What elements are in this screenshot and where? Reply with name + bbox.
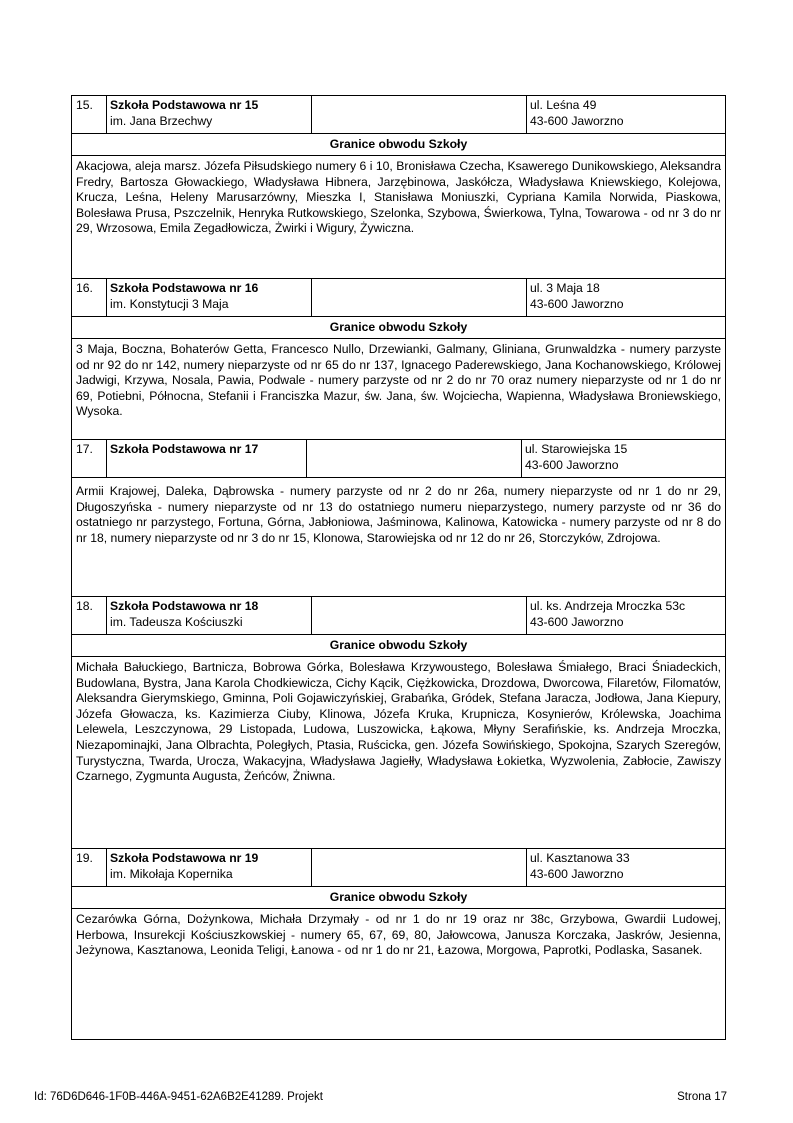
empty-cell [312, 96, 527, 133]
school-name-cell [107, 597, 312, 634]
district-streets: Armii Krajowej, Daleka, Dąbrowska - numery parzyste od nr 2 do nr 26a, numery nieparzyste od nr 1 do nr 29, Długoszyńska - numery nieparzyste od nr 13 do ostatniego numeru nieparzystego, numery parzyste od nr 36 do ostatniego nr parzystego, Fortuna, Górna, Jabłoniowa, Jaśminowa, Kalinowa, Katowicka - numery parzyste od nr 8 do nr 18, numery nieparzyste od nr 3 do nr 15, Klonowa, Starowiejska od nr 12 do nr 26, Storczyków, Zdrojowa. [76, 484, 721, 545]
address-street: ul. Leśna 49 [530, 98, 597, 112]
school-patron: im. Konstytucji 3 Maja [110, 296, 229, 311]
school-number: 16. [72, 279, 107, 316]
school-name: Szkoła Podstawowa nr 15 [110, 98, 259, 112]
school-entry-17 [71, 439, 726, 597]
school-name-cell [107, 96, 312, 133]
school-number: 15. [72, 96, 107, 133]
page-number: Strona 17 [677, 1091, 727, 1103]
school-patron: im. Jana Brzechwy [110, 113, 213, 128]
school-name-cell [107, 440, 307, 477]
school-entry-15 [71, 95, 726, 279]
school-name: Szkoła Podstawowa nr 18 [110, 599, 259, 613]
school-name: Szkoła Podstawowa nr 17 [110, 442, 259, 456]
district-streets: 3 Maja, Boczna, Bohaterów Getta, Francesco Nullo, Drzewianki, Galmany, Gliniana, Grunwaldzka - numery parzyste od nr 92 do nr 142, numery nieparzyste od nr 65 do nr 137, Ignacego Paderewskiego, Jana Kochanowskiego, Królowej Jadwigi, Krzywa, Nosala, Pawia, Podwale - numery parzyste od nr 2 do nr 70 oraz numery nieparzyste od nr 1 do nr 69, Potiebni, Północna, Stefanii i Franciszka Mazur, św. Jana, św. Wojciecha, Wapienna, Władysława Broniewskiego, Wysoka. [76, 342, 721, 419]
school-address-cell [527, 849, 725, 886]
school-patron: im. Mikołaja Kopernika [110, 866, 233, 881]
school-header-row [72, 440, 725, 478]
school-number: 19. [72, 849, 107, 886]
section-heading: Granice obwodu Szkoły [72, 635, 725, 657]
empty-cell [312, 597, 527, 634]
address-city: 43-600 Jaworzno [530, 296, 624, 311]
address-street: ul. 3 Maja 18 [530, 281, 600, 295]
school-name: Szkoła Podstawowa nr 16 [110, 281, 259, 295]
section-heading: Granice obwodu Szkoły [72, 887, 725, 909]
address-city: 43-600 Jaworzno [530, 614, 624, 629]
section-heading: Granice obwodu Szkoły [72, 317, 725, 339]
school-entry-16 [71, 278, 726, 440]
school-number: 17. [72, 440, 107, 477]
document-id: Id: 76D6D646-1F0B-446A-9451-62A6B2E41289. Projekt [34, 1091, 323, 1103]
section-heading: Granice obwodu Szkoły [72, 134, 725, 156]
school-name: Szkoła Podstawowa nr 19 [110, 851, 259, 865]
address-city: 43-600 Jaworzno [525, 457, 619, 472]
empty-cell [312, 279, 527, 316]
district-streets: Michała Bałuckiego, Bartnicza, Bobrowa Górka, Bolesława Krzywoustego, Bolesława Śmiałego, Braci Śniadeckich, Budowlana, Bystra, Jana Karola Chodkiewicza, Cichy Kącik, Ciężkowicka, Drozdowa, Dworcowa, Filaretów, Filomatów, Aleksandra Gierymskiego, Gminna, Poli Gojawiczyńskiej, Grabańka, Gródek, Stefana Jaracza, Jodłowa, Jana Kiepury, Józefa Głowacza, ks. Kazimierza Ciuby, Klinowa, Józefa Kruka, Krupnicza, Kosynierów, Królewska, Joachima Lelewela, Leszczynowa, 29 Listopada, Ludowa, Luszowicka, Łąkowa, Młyny Serafińskie, ks. Andrzeja Mroczka, Niezapominajki, Jana Olbrachta, Poległych, Ptasia, Ruścicka, gen. Józefa Sowińskiego, Spokojna, Szarych Szeregów, Turystyczna, Twarda, Urocza, Wakacyjna, Władysława Jagiełły, Władysława Łokietka, Wyzwolenia, Zabłocie, Zawiszy Czarnego, Zygmunta Augusta, Żeńców, Żniwna. [76, 660, 721, 784]
school-header-row [72, 96, 725, 134]
empty-cell [307, 440, 522, 477]
school-entry-19 [71, 848, 726, 1040]
address-city: 43-600 Jaworzno [530, 866, 624, 881]
school-address-cell [522, 440, 725, 477]
address-street: ul. Kasztanowa 33 [530, 851, 630, 865]
school-entry-18 [71, 596, 726, 849]
school-header-row [72, 597, 725, 635]
school-patron: im. Tadeusza Kościuszki [110, 614, 243, 629]
school-name-cell [107, 279, 312, 316]
district-streets: Akacjowa, aleja marsz. Józefa Piłsudskiego numery 6 i 10, Bronisława Czecha, Ksawerego Dunikowskiego, Aleksandra Fredry, Bartosza Głowackiego, Władysława Hibnera, Jarzębinowa, Jaskółcza, Władysława Kniewskiego, Kolejowa, Krucza, Leśna, Heleny Marusarzówny, Mieszka I, Stanisława Moniuszki, Cypriana Kamila Norwida, Piaskowa, Bolesława Prusa, Pszczelnik, Henryka Rutkowskiego, Szelonka, Szybowa, Świerkowa, Tylna, Towarowa - od nr 3 do nr 29, Wrzosowa, Emila Zegadłowicza, Żwirki i Wigury, Żywiczna. [76, 159, 721, 236]
school-number: 18. [72, 597, 107, 634]
school-address-cell [527, 279, 725, 316]
school-name-cell [107, 849, 312, 886]
school-header-row [72, 279, 725, 317]
district-streets: Cezarówka Górna, Dożynkowa, Michała Drzymały - od nr 1 do nr 19 oraz nr 38c, Grzybowa, Gwardii Ludowej, Herbowa, Insurekcji Kościuszkowskiej - numery 65, 67, 69, 80, Jałowcowa, Janusza Korczaka, Jaskrów, Jesienna, Jeżynowa, Kasztanowa, Leonida Teligi, Łanowa - od nr 1 do nr 21, Łazowa, Morgowa, Paprotki, Podlaska, Sasanek. [76, 912, 721, 958]
school-header-row [72, 849, 725, 887]
school-address-cell [527, 96, 725, 133]
address-street: ul. Starowiejska 15 [525, 442, 628, 456]
empty-cell [312, 849, 527, 886]
address-street: ul. ks. Andrzeja Mroczka 53c [530, 599, 686, 613]
school-address-cell [527, 597, 725, 634]
address-city: 43-600 Jaworzno [530, 113, 624, 128]
